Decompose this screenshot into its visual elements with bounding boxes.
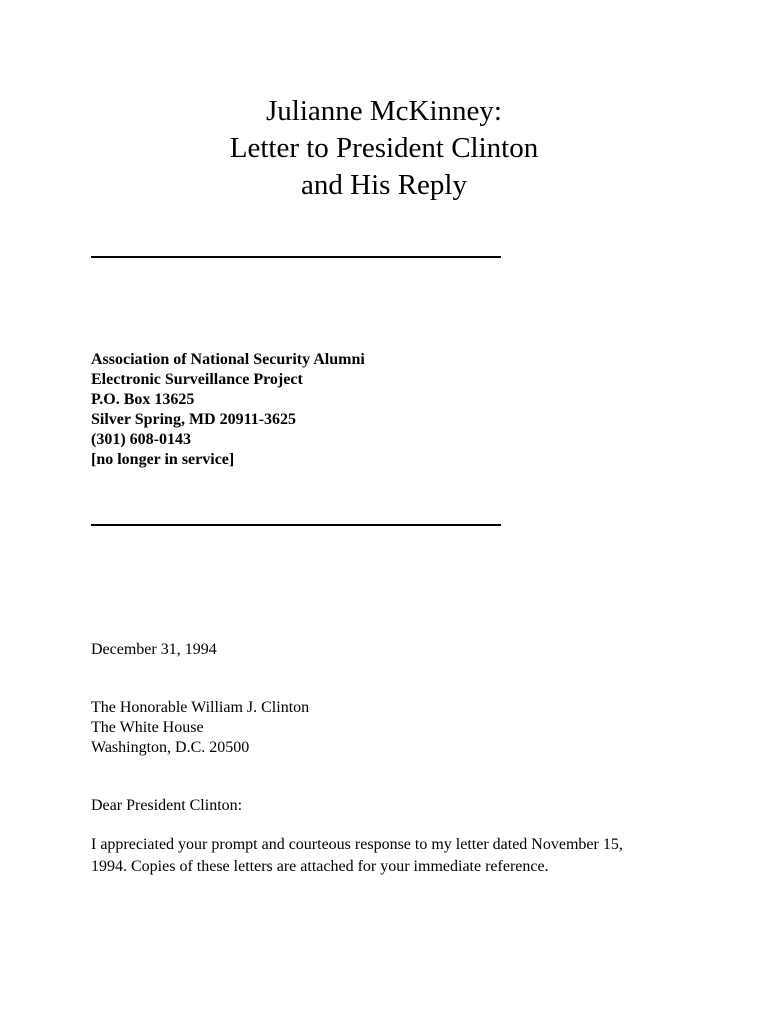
sender-organization: Association of National Security Alumni: [91, 351, 365, 368]
sender-city-state-zip: Silver Spring, MD 20911-3625: [91, 411, 297, 428]
sender-project: Electronic Surveillance Project: [91, 371, 303, 388]
body-paragraph: [91, 834, 681, 878]
recipient-address-line-1: The White House: [91, 719, 204, 736]
recipient-name: The Honorable William J. Clinton: [91, 699, 310, 716]
sender-po-box: P.O. Box 13625: [91, 391, 195, 408]
sender-phone: (301) 608-0143: [91, 431, 191, 448]
recipient-address-line-2: Washington, D.C. 20500: [91, 739, 250, 756]
horizontal-rule-bottom: [91, 524, 501, 526]
sender-phone-note: [no longer in service]: [91, 451, 235, 468]
letter-date: December 31, 1994: [91, 641, 217, 658]
sender-address: [91, 350, 365, 470]
document-title: [0, 93, 768, 204]
horizontal-rule-top: [91, 256, 501, 258]
recipient-address: [91, 698, 309, 758]
body-line-2: 1994. Copies of these letters are attached for your immediate reference.: [91, 858, 549, 875]
body-line-1: I appreciated your prompt and courteous response to my letter dated November 15,: [91, 836, 623, 853]
title-line-3: and His Reply: [301, 169, 467, 201]
salutation: Dear President Clinton:: [91, 797, 243, 814]
title-line-1: Julianne McKinney:: [266, 95, 502, 127]
title-line-2: Letter to President Clinton: [229, 132, 539, 164]
